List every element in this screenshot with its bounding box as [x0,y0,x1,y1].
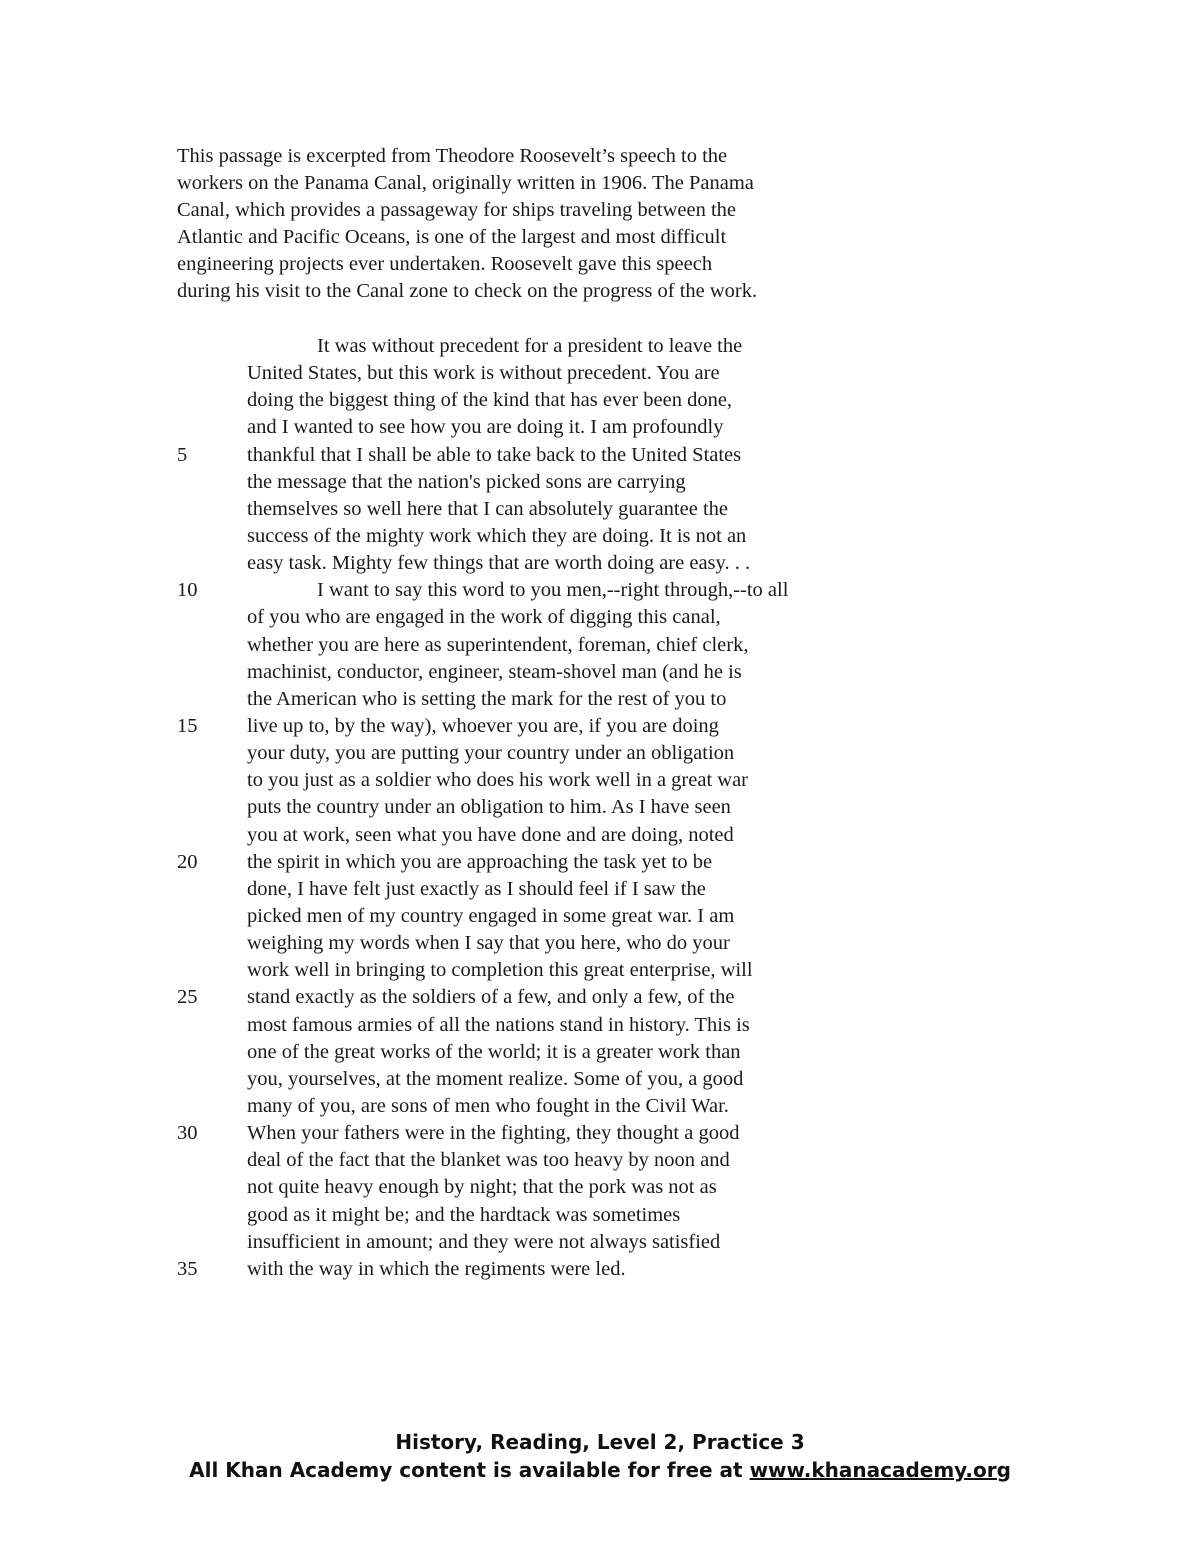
passage-line [0,876,1200,903]
line-number: 25 [177,986,198,1009]
line-text: of you who are engaged in the work of digging this canal, [247,606,721,629]
line-text: work well in bringing to completion this great enterprise, will [247,959,753,982]
footer [0,1428,1200,1484]
line-text: to you just as a soldier who does his work well in a great war [247,769,749,792]
passage-line [0,632,1200,659]
passage-line [0,822,1200,849]
passage-line [0,387,1200,414]
line-text: the American who is setting the mark for the rest of you to [247,687,727,710]
line-text: most famous armies of all the nations stand in history. This is [247,1013,750,1036]
intro-paragraph [177,143,867,305]
line-text: success of the mighty work which they are doing. It is not an [247,524,747,547]
passage-line [0,930,1200,957]
passage-line [0,794,1200,821]
passage-line [0,984,1200,1011]
line-text: and I wanted to see how you are doing it. I am profoundly [247,416,724,439]
line-text: you at work, seen what you have done and are doing, noted [247,823,734,846]
line-number: 20 [177,850,198,873]
line-text: many of you, are sons of men who fought in the Civil War. [247,1094,729,1117]
passage-line [0,903,1200,930]
passage-line [0,1229,1200,1256]
passage-line [0,1256,1200,1283]
passage-line [0,414,1200,441]
passage-line [0,1039,1200,1066]
intro-line: This passage is excerpted from Theodore Roosevelt’s speech to the [177,145,728,167]
line-text: done, I have felt just exactly as I should feel if I saw the [247,877,706,900]
passage-line [0,442,1200,469]
line-text: picked men of my country engaged in some great war. I am [247,904,735,927]
line-number: 10 [177,579,198,602]
line-text: When your fathers were in the fighting, they thought a good [247,1122,740,1145]
passage [0,333,1200,1283]
line-text: machinist, conductor, engineer, steam-shovel man (and he is [247,660,742,683]
line-text: stand exactly as the soldiers of a few, and only a few, of the [247,986,735,1009]
passage-line [0,849,1200,876]
passage-line [0,1066,1200,1093]
intro-line: Atlantic and Pacific Oceans, is one of the largest and most difficult [177,226,727,248]
passage-line [0,523,1200,550]
line-text: It was without precedent for a president to leave the [317,335,743,357]
line-text: not quite heavy enough by night; that the pork was not as [247,1176,717,1199]
passage-line [0,713,1200,740]
passage-line [0,1202,1200,1229]
line-text: easy task. Mighty few things that are worth doing are easy. . . [247,552,751,575]
line-text: you, yourselves, at the moment realize. Some of you, a good [247,1067,744,1090]
line-number: 30 [177,1122,198,1145]
passage-line [0,577,1200,604]
passage-line [0,767,1200,794]
passage-line [0,957,1200,984]
passage-line [0,496,1200,523]
line-text: with the way in which the regiments were led. [247,1257,626,1280]
line-text: thankful that I shall be able to take back to the United States [247,443,742,466]
intro-line: workers on the Panama Canal, originally written in 1906. The Panama [177,172,754,194]
line-text: I want to say this word to you men,--right through,--to all [317,579,789,602]
passage-line [0,1093,1200,1120]
passage-line [0,1147,1200,1174]
passage-line [0,550,1200,577]
line-number: 35 [177,1257,198,1280]
line-number: 5 [177,443,188,466]
line-text: weighing my words when I say that you here, who do your [247,932,730,955]
khan-academy-link[interactable]: www.khanacademy.org [749,1458,1011,1482]
footer-availability-text: All Khan Academy content is available for free at [189,1458,750,1482]
passage-line [0,1120,1200,1147]
line-text: themselves so well here that I can absolutely guarantee the [247,497,728,520]
passage-line [0,686,1200,713]
line-number: 15 [177,714,198,737]
footer-availability [0,1456,1200,1484]
line-text: whether you are here as superintendent, foreman, chief clerk, [247,633,749,656]
passage-line [0,1012,1200,1039]
line-text: the spirit in which you are approaching the task yet to be [247,850,713,873]
passage-line [0,604,1200,631]
line-text: United States, but this work is without precedent. You are [247,362,720,385]
line-text: insufficient in amount; and they were not always satisfied [247,1230,721,1253]
passage-line [0,659,1200,686]
line-text: live up to, by the way), whoever you are, if you are doing [247,714,719,737]
line-text: deal of the fact that the blanket was too heavy by noon and [247,1149,730,1172]
footer-title: History, Reading, Level 2, Practice 3 [395,1430,805,1454]
intro-line: during his visit to the Canal zone to check on the progress of the work. [177,280,758,302]
intro-line: engineering projects ever undertaken. Roosevelt gave this speech [177,253,713,275]
line-text: puts the country under an obligation to him. As I have seen [247,796,731,819]
passage-line [0,740,1200,767]
passage-line [0,469,1200,496]
line-text: the message that the nation's picked sons are carrying [247,470,686,493]
passage-line [0,333,1200,360]
line-text: one of the great works of the world; it is a greater work than [247,1040,741,1063]
line-text: doing the biggest thing of the kind that has ever been done, [247,389,733,412]
line-text: your duty, you are putting your country under an obligation [247,742,735,765]
intro-line: Canal, which provides a passageway for ships traveling between the [177,199,737,221]
passage-line [0,360,1200,387]
passage-line [0,1174,1200,1201]
line-text: good as it might be; and the hardtack was sometimes [247,1203,681,1226]
